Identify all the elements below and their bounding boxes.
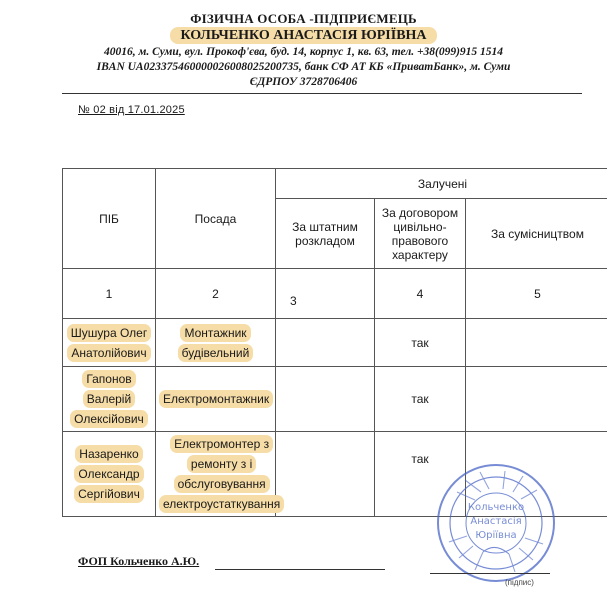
signature-line bbox=[215, 569, 385, 570]
stamp-line: Анастасія bbox=[470, 516, 522, 527]
employee-position: Електромонтажник bbox=[156, 367, 276, 432]
header-divider bbox=[62, 93, 582, 94]
cell-sumisn bbox=[466, 319, 607, 367]
signature-line-2 bbox=[430, 573, 550, 574]
col-number: 4 bbox=[375, 269, 466, 319]
header-shtat: За штатним розкладом bbox=[276, 199, 375, 269]
col-number: 1 bbox=[63, 269, 156, 319]
cell-shtat bbox=[276, 319, 375, 367]
stamp-line: Юріївна bbox=[475, 530, 517, 541]
signer-name: ФОП Кольченко А.Ю. bbox=[78, 554, 200, 568]
header-posada: Посада bbox=[156, 169, 276, 269]
stamp-line: Кольченко bbox=[467, 502, 525, 513]
col-number: 2 bbox=[156, 269, 276, 319]
table-row bbox=[63, 367, 607, 432]
signature-caption: (підпис) bbox=[505, 578, 534, 587]
employee-name: Гапонов Валерій Олексійович bbox=[63, 367, 156, 432]
cell-shtat bbox=[276, 367, 375, 432]
table-number-row bbox=[63, 269, 607, 319]
entity-name: КОЛЬЧЕНКО АНАСТАСІЯ ЮРІЇВНА bbox=[170, 27, 436, 44]
header-pib: ПІБ bbox=[63, 169, 156, 269]
col-number: 5 bbox=[466, 269, 607, 319]
cell-dogovor: так bbox=[375, 367, 466, 432]
header-zaluch: Залучені bbox=[276, 169, 607, 199]
cell-dogovor: так bbox=[375, 432, 466, 517]
edrpou-line: ЄДРПОУ 3728706406 bbox=[249, 76, 358, 88]
official-stamp bbox=[435, 462, 557, 584]
header-sumisn: За сумісництвом bbox=[466, 199, 607, 269]
employee-name: Назаренко Олександр Сергійович bbox=[63, 432, 156, 517]
entity-name-heading bbox=[0, 28, 607, 44]
employee-position: Електромонтер з ремонту з і обслуговування електроустаткування bbox=[156, 432, 276, 517]
employee-name: Шушура Олег Анатолійович bbox=[63, 319, 156, 367]
header-dogovor: За договором цивільно-правового характеру bbox=[375, 199, 466, 269]
entity-type-heading: ФІЗИЧНА ОСОБА -ПІДПРИЄМЕЦЬ bbox=[190, 11, 417, 26]
address-line: 40016, м. Суми, вул. Прокоф'єва, буд. 14, корпус 1, кв. 63, тел. +38(099)915 1514 bbox=[103, 46, 504, 58]
table-row bbox=[63, 319, 607, 367]
document-number: № 02 від 17.01.2025 bbox=[78, 104, 185, 116]
col-number: 3 bbox=[276, 269, 375, 319]
cell-shtat bbox=[276, 432, 375, 517]
cell-sumisn bbox=[466, 367, 607, 432]
cell-dogovor: так bbox=[375, 319, 466, 367]
employee-position: Монтажник будівельний bbox=[156, 319, 276, 367]
iban-line: IBAN UA023375460000026008025200735, банк СФ АТ КБ «ПриватБанк», м. Суми bbox=[96, 61, 511, 73]
